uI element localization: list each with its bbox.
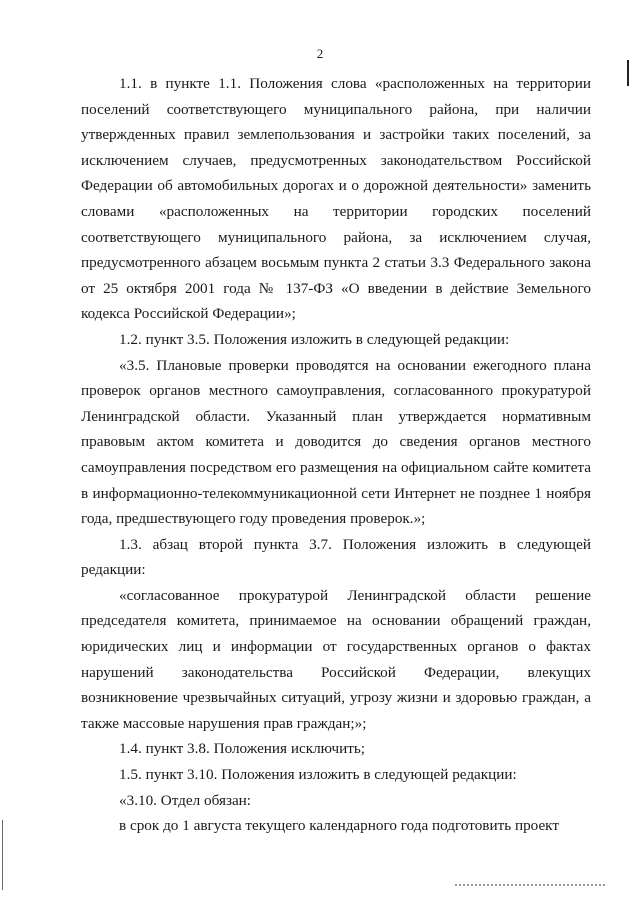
page-number: 2 bbox=[316, 46, 324, 61]
scan-margin-mark bbox=[2, 820, 3, 890]
paragraph-1-2: 1.2. пункт 3.5. Положения изложить в следующей редакции: bbox=[119, 330, 510, 348]
paragraph-1-1: 1.1. в пункте 1.1. Положения слова «расположенных на территории поселений соответствующего муниципального района, при наличии утвержденных правил землепользования и застройки таких поселений, за исключением случаев, предусмотренных законодательством Российской Федерации об автомобильных дорогах и о дорожной деятельности» заменить словами «расположенных на территории городских поселений соответствующего муниципального района, за исключением случая, предусмотренного абзацем восьмым пункта 2 статьи 3.3 Федерального закона от 25 октября 2001 года № 137-ФЗ «О введении в действие Земельного кодекса Российской Федерации»; bbox=[81, 75, 591, 323]
paragraph-3-7-text: «согласованное прокуратурой Ленинградской области решение председателя комитета, принимаемое на основании обращений граждан, юридических лиц и информации от государственных органов о фактах нарушений законодательства Российской Федерации, влекущих возникновение чрезвычайных ситуаций, угрозу жизни и здоровью граждан, а также массовые нарушения прав граждан;»; bbox=[81, 586, 591, 732]
paragraph-3-10-text: в срок до 1 августа текущего календарного года подготовить проект bbox=[119, 817, 559, 835]
paragraph-3-5-text: «3.5. Плановые проверки проводятся на основании ежегодного плана проверок органов местного самоуправления, согласованного прокуратурой Ленинградской области. Указанный план утверждается нормативным правовым актом комитета и доводится до сведения органов местного самоуправления посредством его размещения на официальном сайте комитета в информационно-телекоммуникационной сети Интернет не позднее 1 ноября года, предшествующего году проведения проверок.»; bbox=[81, 356, 591, 528]
scan-edge-mark bbox=[627, 60, 629, 86]
paragraph-1-5: 1.5. пункт 3.10. Положения изложить в следующей редакции: bbox=[119, 766, 517, 784]
scan-dotted-mark bbox=[455, 884, 605, 888]
document-body bbox=[81, 71, 591, 839]
paragraph-1-3: 1.3. абзац второй пункта 3.7. Положения изложить в следующей редакции: bbox=[81, 535, 591, 579]
paragraph-1-4: 1.4. пункт 3.8. Положения исключить; bbox=[119, 740, 365, 758]
paragraph-3-10-heading: «3.10. Отдел обязан: bbox=[119, 791, 252, 809]
